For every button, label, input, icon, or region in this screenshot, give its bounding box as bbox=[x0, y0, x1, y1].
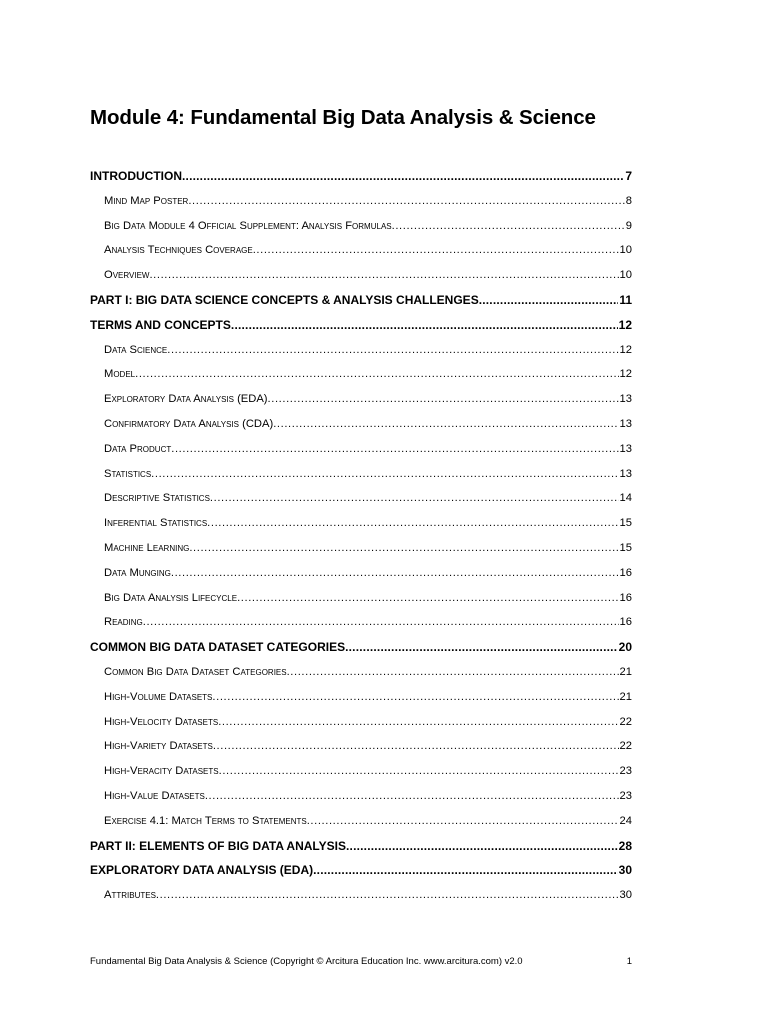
toc-dot-leader bbox=[135, 364, 618, 384]
toc-dot-leader bbox=[253, 240, 619, 260]
toc-entry-label: EXPLORATORY DATA ANALYSIS (EDA) bbox=[90, 863, 314, 878]
toc-dot-leader bbox=[182, 166, 624, 186]
toc-subsection-entry[interactable] bbox=[104, 786, 632, 806]
toc-dot-leader bbox=[392, 216, 625, 236]
toc-entry-label: Data Munging bbox=[104, 566, 171, 579]
toc-subsection-entry[interactable] bbox=[104, 687, 632, 707]
toc-dot-leader bbox=[210, 488, 619, 508]
toc-dot-leader bbox=[219, 761, 619, 781]
toc-dot-leader bbox=[188, 191, 624, 211]
toc-entry-page: 28 bbox=[618, 838, 632, 853]
toc-entry-label: Inferential Statistics bbox=[104, 517, 208, 530]
toc-dot-leader bbox=[205, 786, 619, 806]
toc-entry-page: 13 bbox=[619, 467, 632, 480]
toc-entry-label: Mind Map Poster bbox=[104, 194, 189, 207]
toc-entry-page: 9 bbox=[625, 219, 632, 232]
toc-entry-page: 20 bbox=[618, 640, 632, 655]
toc-entry-page: 7 bbox=[625, 169, 632, 183]
toc-subsection-entry[interactable] bbox=[104, 265, 632, 285]
toc-entry-label: Model bbox=[104, 368, 136, 381]
toc-entry-label: TERMS AND CONCEPTS bbox=[90, 317, 231, 332]
toc-entry-page: 15 bbox=[619, 517, 632, 530]
toc-subsection-entry[interactable] bbox=[104, 736, 632, 756]
toc-entry-label: INTRODUCTION bbox=[90, 169, 182, 183]
toc-subsection-entry[interactable] bbox=[104, 414, 632, 434]
toc-entry-label: High-Volume Datasets bbox=[104, 690, 213, 703]
toc-section-entry[interactable] bbox=[90, 860, 632, 880]
toc-entry-label: High-Value Datasets bbox=[104, 790, 205, 802]
toc-entry-label: High-Veracity Datasets bbox=[104, 765, 219, 778]
toc-dot-leader bbox=[213, 736, 619, 756]
toc-entry-label: Exercise 4.1: Match Terms to Statements bbox=[104, 814, 307, 827]
toc-section-entry[interactable] bbox=[90, 315, 632, 335]
toc-dot-leader bbox=[287, 662, 619, 682]
toc-subsection-entry[interactable] bbox=[104, 488, 632, 508]
toc-subsection-entry[interactable] bbox=[104, 340, 632, 360]
page-title: Module 4: Fundamental Big Data Analysis & Science bbox=[90, 106, 596, 129]
toc-dot-leader bbox=[167, 340, 618, 360]
toc-subsection-entry[interactable] bbox=[104, 538, 632, 558]
toc-dot-leader bbox=[273, 414, 618, 434]
toc-dot-leader bbox=[237, 588, 618, 608]
toc-entry-page: 15 bbox=[619, 542, 632, 554]
toc-entry-page: 8 bbox=[625, 194, 632, 207]
toc-dot-leader bbox=[231, 315, 618, 335]
page-footer bbox=[90, 956, 632, 967]
toc-subsection-entry[interactable] bbox=[104, 464, 632, 484]
toc-section-entry[interactable] bbox=[90, 290, 632, 310]
toc-entry-label: Exploratory Data Analysis (EDA) bbox=[104, 393, 268, 406]
toc-dot-leader bbox=[156, 885, 619, 905]
toc-dot-leader bbox=[307, 811, 619, 831]
toc-entry-label: Statistics bbox=[104, 467, 152, 480]
toc-dot-leader bbox=[151, 464, 618, 484]
toc-entry-page: 21 bbox=[619, 690, 632, 703]
toc-dot-leader bbox=[143, 612, 619, 632]
toc-entry-label: PART II: ELEMENTS OF BIG DATA ANALYSIS bbox=[90, 838, 347, 853]
toc-entry-label: Analysis Techniques Coverage bbox=[104, 244, 253, 257]
toc-entry-label: Reading bbox=[104, 616, 143, 629]
toc-entry-page: 23 bbox=[619, 765, 632, 778]
toc-entry-page: 10 bbox=[619, 269, 632, 282]
toc-entry-page: 22 bbox=[619, 740, 632, 753]
toc-dot-leader bbox=[218, 712, 618, 732]
toc-subsection-entry[interactable] bbox=[104, 216, 632, 236]
toc-dot-leader bbox=[189, 538, 618, 558]
toc-entry-label: Data Science bbox=[104, 343, 168, 356]
toc-subsection-entry[interactable] bbox=[104, 389, 632, 409]
toc-dot-leader bbox=[171, 439, 618, 459]
toc-entry-page: 16 bbox=[619, 616, 632, 629]
toc-entry-label: Big Data Module 4 Official Supplement: Analysis Formulas bbox=[104, 219, 392, 232]
toc-subsection-entry[interactable] bbox=[104, 761, 632, 781]
toc-dot-leader bbox=[212, 687, 618, 707]
toc-entry-label: Descriptive Statistics bbox=[104, 492, 210, 505]
toc-entry-label: Common Big Data Dataset Categories bbox=[104, 666, 287, 678]
toc-entry-page: 16 bbox=[619, 566, 632, 579]
toc-entry-label: Big Data Analysis Lifecycle bbox=[104, 591, 238, 604]
toc-section-entry[interactable] bbox=[90, 637, 632, 657]
toc-entry-page: 13 bbox=[619, 393, 632, 406]
toc-dot-leader bbox=[345, 637, 618, 657]
toc-subsection-entry[interactable] bbox=[104, 885, 632, 905]
toc-dot-leader bbox=[171, 563, 619, 583]
toc-section-entry[interactable] bbox=[90, 836, 632, 856]
toc-entry-label: High-Variety Datasets bbox=[104, 740, 213, 753]
toc-entry-page: 12 bbox=[618, 317, 632, 332]
toc-entry-page: 16 bbox=[619, 591, 632, 604]
toc-subsection-entry[interactable] bbox=[104, 662, 632, 682]
toc-entry-page: 30 bbox=[618, 863, 632, 878]
toc-subsection-entry[interactable] bbox=[104, 191, 632, 211]
toc-entry-page: 14 bbox=[619, 492, 632, 505]
footer-page-number: 1 bbox=[626, 956, 632, 967]
toc-subsection-entry[interactable] bbox=[104, 588, 632, 608]
toc-dot-leader bbox=[268, 389, 619, 409]
toc-entry-label: Attributes bbox=[104, 889, 156, 902]
toc-dot-leader bbox=[346, 836, 618, 856]
toc-subsection-entry[interactable] bbox=[104, 439, 632, 459]
toc-subsection-entry[interactable] bbox=[104, 240, 632, 260]
toc-entry-label: Overview bbox=[104, 269, 150, 282]
toc-dot-leader bbox=[149, 265, 618, 285]
toc-entry-page: 30 bbox=[619, 889, 632, 902]
toc-entry-page: 13 bbox=[619, 442, 632, 455]
toc-subsection-entry[interactable] bbox=[104, 811, 632, 831]
toc-subsection-entry[interactable] bbox=[104, 612, 632, 632]
toc-dot-leader bbox=[207, 513, 618, 533]
toc-dot-leader bbox=[313, 860, 618, 880]
toc-section-entry[interactable] bbox=[90, 166, 632, 186]
toc-dot-leader bbox=[479, 290, 619, 310]
toc-entry-label: Machine Learning bbox=[104, 542, 190, 554]
toc-entry-page: 24 bbox=[619, 814, 632, 827]
toc-subsection-entry[interactable] bbox=[104, 513, 632, 533]
toc-subsection-entry[interactable] bbox=[104, 364, 632, 384]
toc-entry-label: High-Velocity Datasets bbox=[104, 715, 219, 728]
toc-entry-page: 13 bbox=[619, 418, 632, 430]
toc-entry-page: 12 bbox=[619, 343, 632, 356]
footer-copyright: Fundamental Big Data Analysis & Science (Copyright © Arcitura Education Inc. www.arcitura.com) v2.0 bbox=[90, 956, 523, 967]
toc-entry-page: 12 bbox=[619, 368, 632, 381]
toc-entry-page: 22 bbox=[619, 715, 632, 728]
toc-subsection-entry[interactable] bbox=[104, 712, 632, 732]
toc-subsection-entry[interactable] bbox=[104, 563, 632, 583]
toc-entry-page: 23 bbox=[619, 790, 632, 802]
toc-entry-page: 21 bbox=[619, 666, 632, 678]
toc-entry-label: COMMON BIG DATA DATASET CATEGORIES bbox=[90, 640, 346, 655]
toc-entry-page: 11 bbox=[619, 293, 632, 307]
toc-entry-page: 10 bbox=[619, 244, 632, 257]
toc-entry-label: Data Product bbox=[104, 442, 172, 455]
toc-entry-label: Confirmatory Data Analysis (CDA) bbox=[104, 418, 274, 430]
toc-entry-label: PART I: BIG DATA SCIENCE CONCEPTS & ANALYSIS CHALLENGES bbox=[90, 293, 479, 307]
